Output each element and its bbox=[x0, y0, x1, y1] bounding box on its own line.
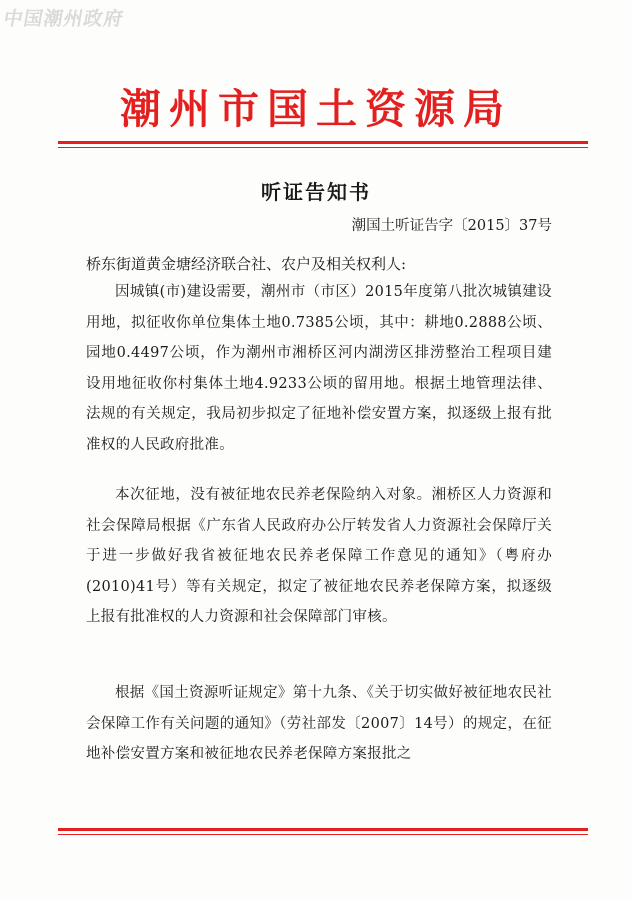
body-paragraph-2: 本次征地，没有被征地农民养老保险纳入对象。湘桥区人力资源和社会保障局根据《广东省人民政府办公厅转发省人力资源社会保障厅关于进一步做好我省被征地农民养老保障工作意见的通知》（粤府办(2010)41号）等有关规定，拟定了被征地农民养老保障方案，拟逐级上报有批准权的人力资源和社会保障部门审核。 bbox=[86, 487, 552, 625]
letterhead-org-name: 潮州市国土资源局 bbox=[120, 85, 512, 133]
document-number: 潮国土听证告字〔2015〕37号 bbox=[351, 218, 552, 234]
body-paragraph-1: 因城镇(市)建设需要，潮州市（市区）2015年度第八批次城镇建设用地，拟征收你单位集体土地0.7385公顷，其中：耕地0.2888公顷、园地0.4497公顷，作为潮州市湘桥区河内湖涝区排涝整治工程项目建设用地征收你村集体土地4.9233公顷的留用地。根据土地管理法律、法规的有关规定，我局初步拟定了征地补偿安置方案，拟逐级上报有批准权的人民政府批准。 bbox=[86, 284, 552, 453]
footer-rule-thick bbox=[58, 828, 588, 831]
watermark-logo: 中国潮州政府 bbox=[1, 8, 126, 30]
notice-title: 听证告知书 bbox=[261, 180, 371, 204]
addressee-line: 桥东街道黄金塘经济联合社、农户及相关权利人: bbox=[86, 255, 407, 273]
footer-rule-thin bbox=[58, 834, 588, 835]
letterhead-rule-thin bbox=[58, 147, 588, 148]
letterhead-rule-thick bbox=[58, 141, 588, 144]
body-paragraph-3: 根据《国土资源听证规定》第十九条、《关于切实做好被征地农民社会保障工作有关问题的通知》（劳社部发〔2007〕14号）的规定，在征地补偿安置方案和被征地农民养老保障方案报批之 bbox=[86, 685, 552, 762]
